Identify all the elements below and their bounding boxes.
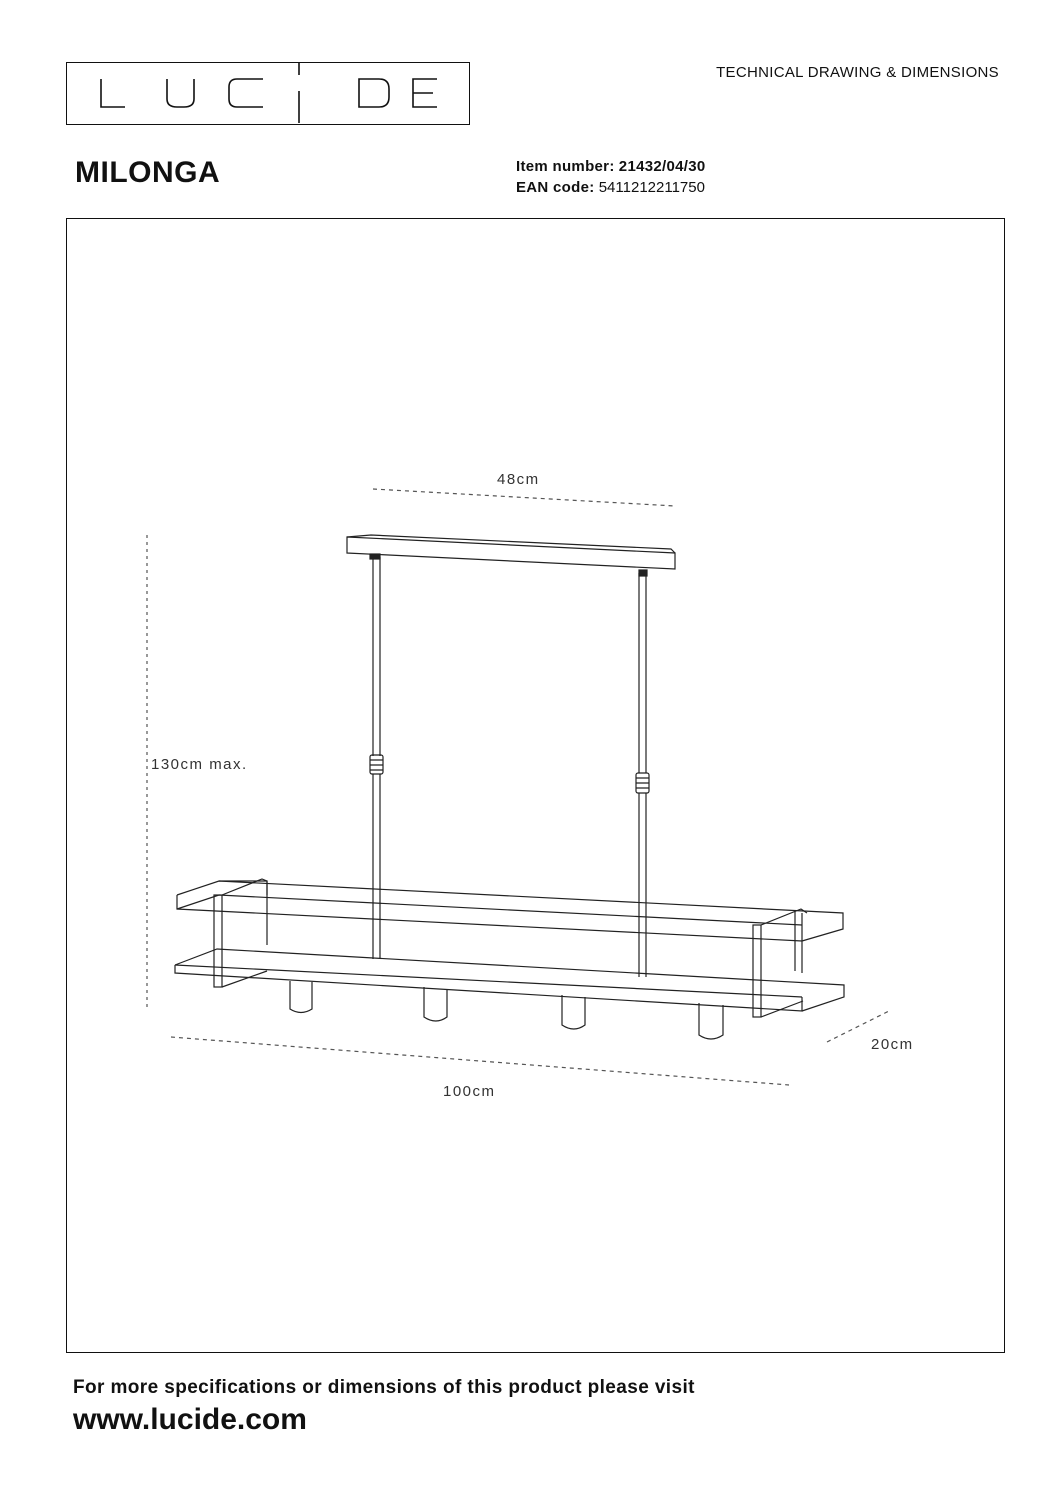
- item-number-label: Item number:: [516, 158, 615, 175]
- item-number-row: [516, 156, 706, 177]
- ean-row: [516, 177, 706, 198]
- product-meta: [516, 156, 706, 198]
- website-link[interactable]: www.lucide.com: [73, 1403, 307, 1436]
- dimension-depth: 20cm: [871, 1036, 914, 1053]
- dimension-max-height: 130cm max.: [151, 756, 248, 773]
- document-type-label: TECHNICAL DRAWING & DIMENSIONS: [716, 64, 999, 81]
- suspension-rods: [370, 557, 649, 977]
- upper-frame: [177, 881, 843, 945]
- product-name: MILONGA: [75, 156, 221, 189]
- canopy: [347, 535, 675, 576]
- ean-label: EAN code:: [516, 179, 595, 196]
- technical-drawing: [66, 218, 1005, 1353]
- dimension-canopy-width: 48cm: [497, 471, 540, 488]
- item-number-value: 21432/04/30: [618, 158, 706, 175]
- dimension-length: 100cm: [443, 1083, 496, 1100]
- brand-logo: [66, 62, 470, 125]
- lower-shelf: [175, 949, 844, 1011]
- lucide-wordmark: [67, 63, 468, 123]
- footer-note: For more specifications or dimensions of this product please visit: [73, 1377, 695, 1398]
- dimension-line-length: [171, 1037, 789, 1085]
- pendant-lamp-drawing: [67, 219, 1006, 1354]
- ean-value: 5411212211750: [598, 179, 705, 196]
- dimension-line-canopy: [373, 489, 675, 506]
